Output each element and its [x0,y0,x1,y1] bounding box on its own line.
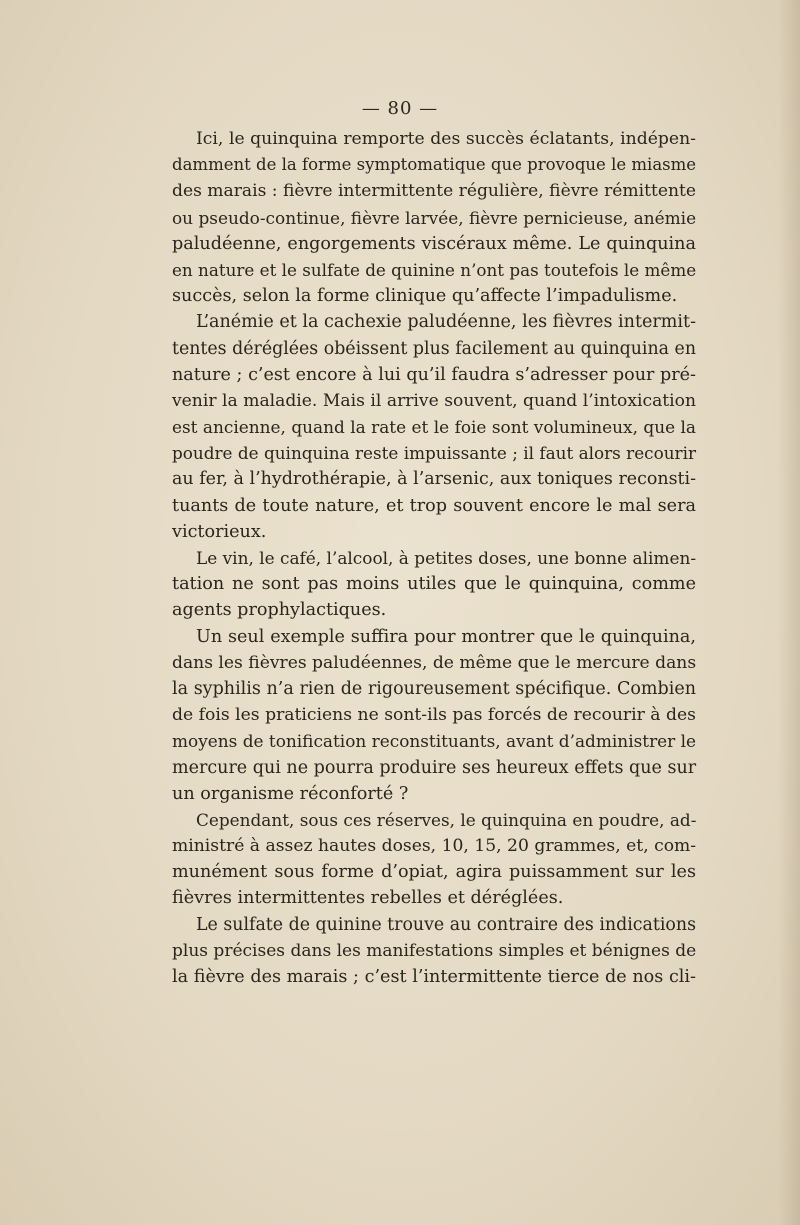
page-edge-shadow [778,0,800,1225]
text-line: des marais : fièvre intermittente régulière, fièvre rémittente [172,181,697,202]
text-line: Le sulfate de quinine trouve au contraire des indications [196,914,696,935]
text-line: munément sous forme d’opiat, agira puissamment sur les [172,862,696,883]
text-line: venir la maladie. Mais il arrive souvent, quand l’intoxication [172,390,696,411]
text-line: moyens de tonification reconstituants, avant d’administrer le [172,731,697,752]
text-line: Un seul exemple suffira pour montrer que le quinquina, [196,626,696,647]
text-line: un organisme réconforté ? [172,783,409,804]
text-line: agents prophylactiques. [172,600,387,621]
text-line: nature ; c’est encore à lui qu’il faudra s’adresser pour pré- [172,364,696,385]
text-line: tentes déréglées obéissent plus facilement au quinquina en [172,338,696,359]
body-text [172,126,696,990]
text-line: tation ne sont pas moins utiles que le quinquina, comme [172,574,696,595]
text-line: ou pseudo-continue, fièvre larvée, fièvre pernicieuse, anémie [172,207,697,228]
text-line: est ancienne, quand la rate et le foie sont volumineux, que la [172,417,696,438]
text-line: plus précises dans les manifestations simples et bénignes de [172,940,697,961]
text-line: en nature et le sulfate de quinine n’ont pas toutefois le même [172,259,697,280]
text-line: ministré à assez hautes doses, 10, 15, 20 grammes, et, com- [172,836,697,857]
text-line: damment de la forme symptomatique que provoque le miasme [172,155,697,175]
text-line: la fièvre des marais ; c’est l’intermittente tierce de nos cli- [172,967,696,987]
text-line: Le vin, le café, l’alcool, à petites doses, une bonne alimen- [196,548,697,568]
text-line: Cependant, sous ces réserves, le quinquina en poudre, ad- [196,809,697,830]
text-line: poudre de quinquina reste impuissante ; il faut alors recourir [172,443,697,464]
text-line: paludéenne, engorgements viscéraux même. Le quinquina [172,233,696,254]
text-line: la syphilis n’a rien de rigoureusement spécifique. Combien [172,678,696,699]
text-line: fièvres intermittentes rebelles et déréglées. [172,888,564,909]
text-line: Ici, le quinquina remporte des succès éclatants, indépen- [196,129,696,149]
page-number: — 80 — [361,98,439,119]
text-line: succès, selon la forme clinique qu’affecte l’impadulisme. [172,286,678,307]
text-line: dans les fièvres paludéennes, de même que le mercure dans [172,652,697,673]
text-line: mercure qui ne pourra produire ses heureux effets que sur [172,757,697,778]
text-line: au fer, à l’hydrothérapie, à l’arsenic, aux toniques reconsti- [172,469,696,490]
text-line: L’anémie et la cachexie paludéenne, les fièvres intermit- [196,312,696,333]
text-line: de fois les praticiens ne sont-ils pas forcés de recourir à des [172,705,696,726]
text-line: tuants de toute nature, et trop souvent encore le mal sera [172,495,696,516]
text-line: victorieux. [172,521,267,542]
